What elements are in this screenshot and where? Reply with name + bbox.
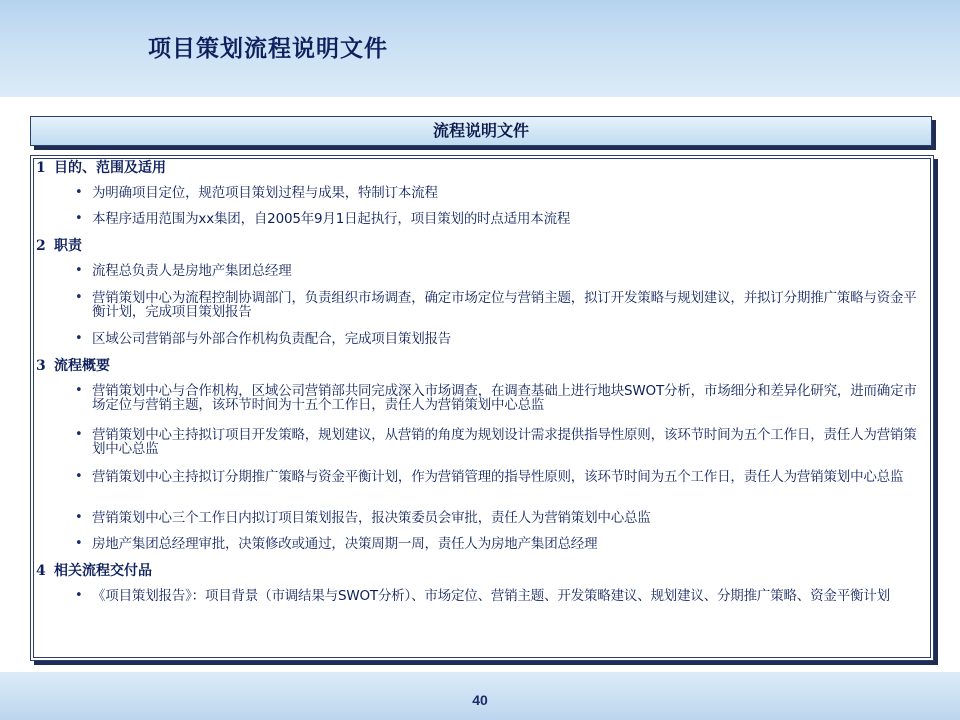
- bullet-icon: •: [75, 469, 83, 484]
- section-title: 职责: [54, 238, 82, 254]
- bullet-icon: •: [75, 510, 83, 525]
- list-item: 本程序适用范围为xx集团，自2005年9月1日起执行，项目策划的时点适用本流程: [92, 211, 571, 227]
- bullet-icon: •: [75, 536, 83, 551]
- list-item: 营销策划中心为流程控制协调部门，负责组织市场调查，确定市场定位与营销主题，拟订开发策略与规划建议，并拟订分期推广策略与资金平衡计划，完成项目策划报告: [92, 290, 917, 320]
- bullet-icon: •: [75, 331, 83, 346]
- bullet-icon: •: [75, 383, 83, 398]
- section-heading: [36, 159, 166, 177]
- section-title: 相关流程交付品: [54, 563, 152, 579]
- section-number: 1: [36, 160, 46, 176]
- page-title: 项目策划流程说明文件: [148, 35, 388, 62]
- section-heading: [36, 357, 110, 375]
- bullet-icon: •: [75, 588, 83, 603]
- list-item: 营销策划中心三个工作日内拟订项目策划报告，报决策委员会审批，责任人为营销策划中心总监: [92, 510, 651, 526]
- list-item: 房地产集团总经理审批，决策修改或通过，决策周期一周，责任人为房地产集团总经理: [92, 536, 598, 552]
- list-item: 流程总负责人是房地产集团总经理: [92, 263, 292, 279]
- list-item: 营销策划中心主持拟订分期推广策略与资金平衡计划，作为营销管理的指导性原则，该环节时间为五个工作日，责任人为营销策划中心总监: [92, 469, 904, 485]
- list-item: 营销策划中心与合作机构，区域公司营销部共同完成深入市场调查，在调查基础上进行地块SWOT分析，市场细分和差异化研究，进而确定市场定位与营销主题，该环节时间为十五个工作日，责任人为营销策划中心总监: [92, 383, 917, 413]
- bullet-icon: •: [75, 185, 83, 200]
- section-number: 3: [36, 358, 46, 374]
- section-heading: [36, 237, 82, 255]
- bullet-icon: •: [75, 427, 83, 442]
- section-title: 目的、范围及适用: [54, 160, 166, 176]
- list-item: 为明确项目定位，规范项目策划过程与成果，特制订本流程: [92, 185, 438, 201]
- bullet-icon: •: [75, 211, 83, 226]
- bullet-icon: •: [75, 290, 83, 305]
- section-title: 流程概要: [54, 358, 110, 374]
- title-band: [0, 0, 960, 97]
- section-number: 4: [36, 563, 46, 579]
- list-item: 《项目策划报告》：项目背景（市调结果与SWOT分析）、市场定位、营销主题、开发策略建议、规划建议、分期推广策略、资金平衡计划: [92, 588, 890, 604]
- list-item: 营销策划中心主持拟订项目开发策略，规划建议，从营销的角度为规划设计需求提供指导性原则，该环节时间为五个工作日，责任人为营销策划中心总监: [92, 427, 917, 457]
- section-number: 2: [36, 238, 46, 254]
- bullet-icon: •: [75, 263, 83, 278]
- document-heading: 流程说明文件: [30, 116, 932, 146]
- page-number: 40: [472, 692, 488, 708]
- section-heading: [36, 562, 152, 580]
- list-item: 区域公司营销部与外部合作机构负责配合，完成项目策划报告: [92, 331, 452, 347]
